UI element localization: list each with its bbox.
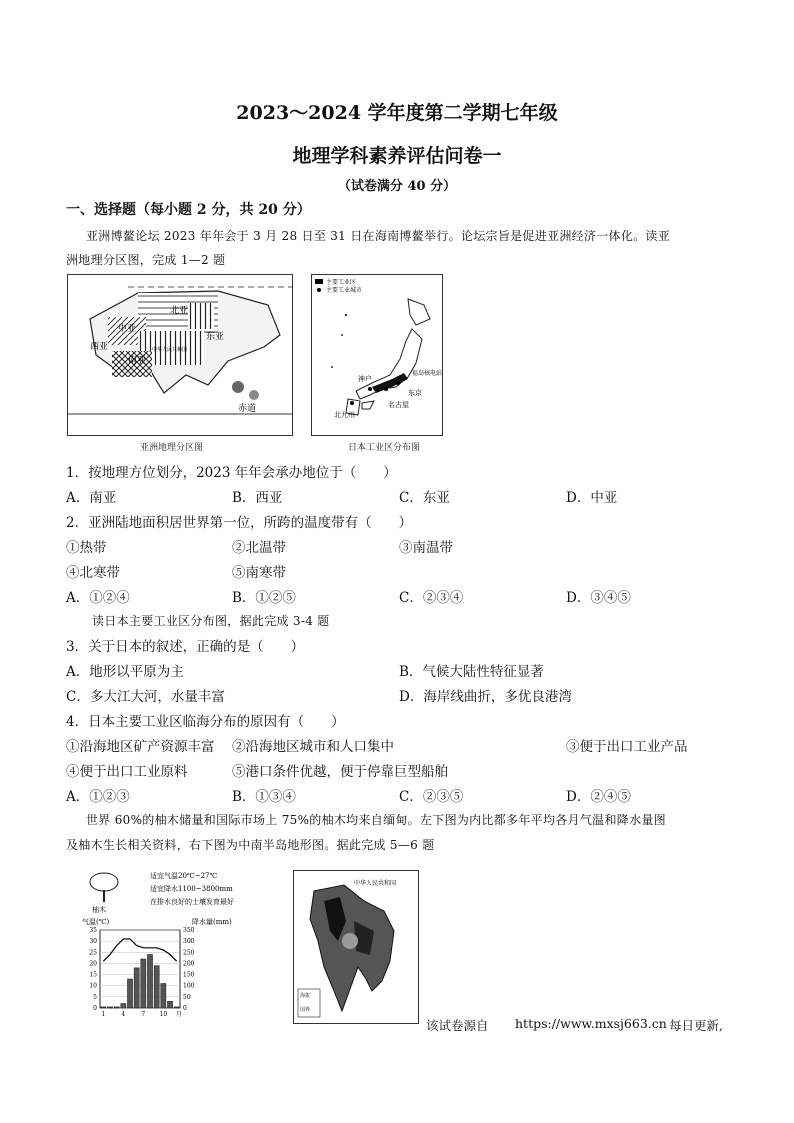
q2-item-3: ③南温带 (399, 540, 453, 556)
right-axis-title: 降水量(mm) (192, 918, 232, 926)
map-label-east-asia: 东亚 (206, 332, 225, 342)
question-4-stem: 4．日本主要工业区临海分布的原因有（ ） (66, 714, 345, 730)
map-label-west-asia: 西亚 (90, 342, 109, 352)
exam-title-line1: 2023～2024 学年度第二学期七年级 (236, 102, 558, 124)
q1-option-b[interactable]: B．西亚 (232, 490, 283, 506)
left-tick-label: 20 (89, 960, 97, 968)
map-label-prc: 中华人民共和国 (152, 347, 188, 353)
q4-option-b[interactable]: B．①③④ (232, 789, 296, 805)
left-tick-label: 0 (93, 1005, 97, 1012)
x-tick-label: 4 (121, 1011, 126, 1018)
precip-bar (114, 1007, 119, 1008)
q2-option-a[interactable]: A．①②④ (66, 590, 130, 606)
q2-option-b[interactable]: B．①②⑤ (232, 590, 296, 606)
q1-option-a[interactable]: A．南亚 (66, 490, 117, 506)
city-tokyo: 东京 (408, 389, 422, 397)
x-tick-label: 7 (141, 1011, 146, 1018)
q4-item-1: ①沿海地区矿产资源丰富 (66, 739, 215, 755)
precip-bar (174, 1007, 179, 1008)
right-tick-label: 150 (183, 971, 195, 979)
intro-paragraph-line1: 亚洲博鳌论坛 2023 年年会于 3 月 28 日至 31 日在海南博鳌举行。论坛宗旨是促进亚洲经济一体化。读亚 (86, 229, 671, 243)
left-tick-label: 10 (89, 982, 97, 990)
teak-tree-icon (90, 873, 118, 902)
footer-url-link[interactable]: https://www.mxsj663.cn (515, 1016, 667, 1031)
right-tick-label: 200 (183, 960, 195, 968)
right-tick-label: 350 (183, 927, 195, 934)
right-tick-label: 50 (183, 993, 191, 1001)
right-tick-label: 0 (183, 1005, 187, 1012)
asia-region-map (67, 274, 293, 436)
teak-note-temperature: 适宜气温20℃~27℃ (150, 872, 218, 880)
precip-bar (121, 1004, 126, 1008)
map-label-equator: 赤道 (238, 404, 257, 414)
map-label-prc-2: 中华人民共和国 (354, 880, 397, 887)
japan-map-instruction: 读日本主要工业区分布图，据此完成 3-4 题 (92, 614, 330, 628)
city-kobe: 神户 (358, 375, 372, 383)
q2-option-d[interactable]: D．③④⑤ (566, 590, 631, 606)
q3-option-c[interactable]: C．多大江大河，水量丰富 (66, 689, 225, 705)
question-1-stem: 1．按地理方位划分，2023 年年会承办地位于（ ） (66, 465, 397, 481)
q4-option-c[interactable]: C．②③⑤ (399, 789, 464, 805)
q2-item-5: ⑤南寒带 (232, 565, 286, 581)
left-tick-label: 25 (89, 949, 97, 957)
legend-industrial-zone: 主要工业区 (326, 279, 357, 286)
precip-bar (107, 1007, 112, 1008)
left-tick-label: 35 (89, 927, 97, 934)
q4-item-2: ②沿海地区城市和人口集中 (232, 739, 394, 755)
question-2-stem: 2．亚洲陆地面积居世界第一位，所跨的温度带有（ ） (66, 515, 413, 531)
precip-bar (101, 1007, 106, 1008)
left-tick-label: 15 (89, 971, 97, 979)
city-fukushima: 福岛核电站 (412, 370, 442, 377)
indochina-terrain-map (293, 870, 419, 1024)
q2-item-1: ①热带 (66, 540, 107, 556)
map-label-south-asia: 南亚 (128, 356, 147, 366)
right-tick-label: 300 (183, 938, 195, 946)
teak-note-precipitation: 适宜降水1100~3800mm (150, 885, 233, 893)
left-tick-label: 30 (89, 938, 97, 946)
precip-bar (141, 959, 146, 1008)
climate-chart (80, 868, 280, 1028)
legend-elevation: 海拔 (300, 993, 311, 999)
legend-industrial-city: 主要工业城市 (326, 287, 363, 294)
q4-item-5: ⑤港口条件优越，便于停靠巨型船舶 (232, 764, 448, 780)
q3-option-d[interactable]: D．海岸线曲折，多优良港湾 (399, 689, 572, 705)
q2-item-2: ②北温带 (232, 540, 286, 556)
q4-option-a[interactable]: A．①②③ (66, 789, 130, 805)
q4-option-d[interactable]: D．②④⑤ (566, 789, 631, 805)
asia-map-drawing (68, 275, 292, 435)
x-axis-label: 月 (176, 1011, 183, 1018)
teak-label: 柚木 (92, 906, 106, 914)
q4-item-4: ④便于出口工业原料 (66, 764, 188, 780)
q2-option-c[interactable]: C．②③④ (399, 590, 464, 606)
precip-bar (154, 966, 159, 1008)
precip-bar (161, 983, 166, 1008)
legend-city-swatch (317, 288, 321, 292)
indochina-map-drawing (294, 871, 418, 1023)
precip-bar (134, 968, 139, 1008)
legend-industrial-zone-swatch (315, 279, 323, 284)
map-label-north-asia: 北亚 (170, 306, 189, 316)
q1-option-c[interactable]: C．东亚 (399, 490, 450, 506)
footer-update-note: 每日更新, (669, 1018, 723, 1033)
city-nagoya: 名古屋 (388, 401, 409, 409)
q1-option-d[interactable]: D．中亚 (566, 490, 618, 506)
intro-paragraph-line2: 洲地理分区图，完成 1—2 题 (66, 253, 226, 267)
q2-item-4: ④北寒带 (66, 565, 120, 581)
right-tick-label: 250 (183, 949, 195, 957)
plot-frame (100, 930, 180, 1008)
section-heading: 一、选择题（每小题 2 分，共 20 分） (66, 202, 311, 218)
teak-note-soil: 在排水良好的土壤发育最好 (150, 898, 234, 906)
city-kitakyushu: 北九州 (334, 411, 355, 419)
q4-item-3: ③便于出口工业产品 (566, 739, 688, 755)
question-3-stem: 3．关于日本的叙述，正确的是（ ） (66, 639, 305, 655)
legend-border: 国界 (300, 1007, 311, 1013)
japan-map-drawing (312, 275, 442, 435)
climate-chart-figure (80, 868, 280, 1028)
q3-option-a[interactable]: A．地形以平原为主 (66, 664, 184, 680)
japan-industry-map (311, 274, 443, 436)
x-tick-label: 10 (159, 1011, 168, 1018)
exam-title-line2: 地理学科素养评估问卷一 (292, 145, 502, 167)
precip-bar (127, 979, 132, 1008)
x-tick-label: 1 (101, 1011, 106, 1018)
left-tick-label: 5 (93, 993, 97, 1001)
teak-intro-line2: 及柚木生长相关资料，右下图为中南半岛地形图。据此完成 5—6 题 (66, 838, 435, 852)
left-axis-title: 气温(℃) (82, 918, 110, 926)
q3-option-b[interactable]: B．气候大陆性特征显著 (399, 664, 544, 680)
teak-intro-line1: 世界 60%的柚木储量和国际市场上 75%的柚木均来自缅甸。左下图为内比都多年平均各月气温和降水量图 (86, 813, 666, 827)
precip-bar (147, 955, 152, 1008)
precip-bar (167, 1001, 172, 1008)
climate-plot-area (89, 927, 194, 1018)
footer-source-label: 该试卷源自 (426, 1018, 489, 1033)
map-label-central-asia: 中亚 (118, 324, 137, 334)
figure1-caption: 亚洲地理分区图 (140, 443, 204, 453)
figure2-caption: 日本工业区分布图 (348, 443, 421, 453)
right-tick-label: 100 (183, 982, 195, 990)
score-note: （试卷满分 40 分） (337, 179, 457, 194)
